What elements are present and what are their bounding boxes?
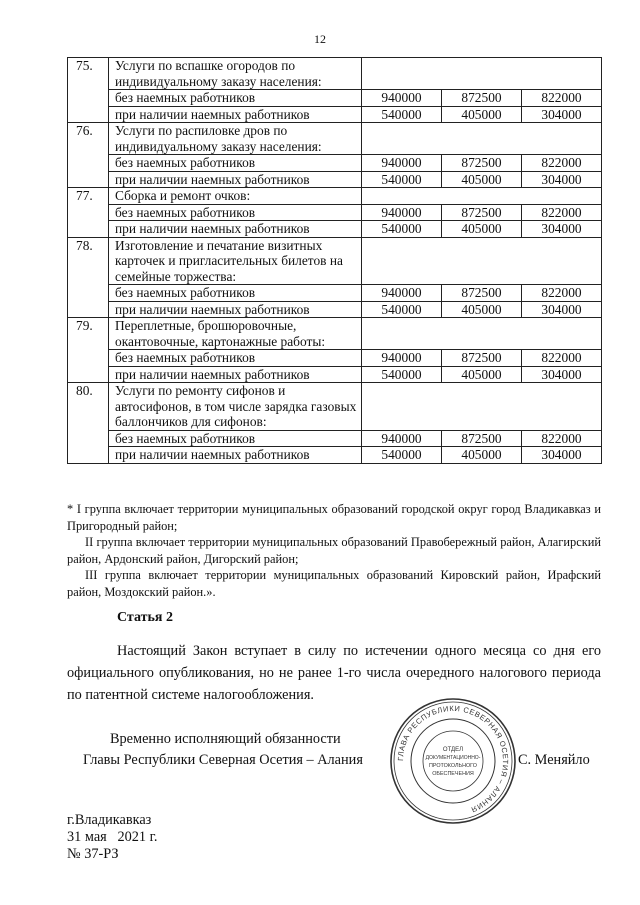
value-group-3: 304000	[522, 171, 602, 188]
value-group-1: 540000	[362, 447, 442, 464]
table-row	[68, 285, 602, 302]
document-number: № 37-РЗ	[67, 846, 119, 862]
value-group-2: 872500	[442, 90, 522, 107]
footnotes	[67, 501, 601, 600]
value-group-3: 304000	[522, 106, 602, 123]
table-row	[68, 90, 602, 107]
table-row	[68, 204, 602, 221]
value-group-3: 304000	[522, 221, 602, 238]
value-group-2: 405000	[442, 366, 522, 383]
official-seal	[388, 696, 518, 826]
value-group-2: 872500	[442, 430, 522, 447]
service-title: Услуги по вспашке огородов по индивидуальному заказу населения:	[109, 58, 362, 90]
value-group-3: 822000	[522, 155, 602, 172]
table-row	[68, 350, 602, 367]
seal-line-4: ОБЕСПЕЧЕНИЯ	[432, 771, 474, 777]
sub-label: без наемных работников	[109, 285, 362, 302]
signatory-title-line2: Главы Республики Северная Осетия – Алания	[83, 752, 363, 768]
table-row	[68, 123, 602, 155]
sub-label: при наличии наемных работников	[109, 447, 362, 464]
value-group-2: 405000	[442, 171, 522, 188]
footnote-group-3: III группа включает территории муниципальных образований Кировский район, Ирафский район, Моздокский район.».	[67, 568, 601, 599]
sub-label: без наемных работников	[109, 430, 362, 447]
sub-label: при наличии наемных работников	[109, 221, 362, 238]
article-text: Настоящий Закон вступает в силу по истечении одного месяца со дня его официального опубликования, но не ранее 1-го числа очередного налогового периода по патентной системе налогообложения.	[67, 643, 601, 703]
service-title: Услуги по распиловке дров по индивидуальному заказу населения:	[109, 123, 362, 155]
table-row	[68, 221, 602, 238]
row-number: 79.	[68, 318, 109, 383]
row-number: 78.	[68, 237, 109, 318]
service-title: Сборка и ремонт очков:	[109, 188, 362, 205]
place: г.Владикавказ	[67, 812, 152, 828]
value-group-2: 872500	[442, 155, 522, 172]
value-group-3: 822000	[522, 350, 602, 367]
seal-ring-text: ГЛАВА РЕСПУБЛИКИ СЕВЕРНАЯ ОСЕТИЯ – АЛАНИЯ	[395, 703, 511, 815]
sub-label: без наемных работников	[109, 90, 362, 107]
seal-line-1: ОТДЕЛ	[442, 747, 464, 753]
table-row	[68, 301, 602, 318]
date: 31 мая 2021 г.	[67, 829, 158, 845]
empty-cell	[362, 318, 602, 350]
value-group-3: 822000	[522, 430, 602, 447]
sub-label: при наличии наемных работников	[109, 301, 362, 318]
value-group-1: 540000	[362, 171, 442, 188]
sub-label: при наличии наемных работников	[109, 366, 362, 383]
signatory-name: С. Меняйло	[518, 752, 590, 768]
sub-label: при наличии наемных работников	[109, 171, 362, 188]
article-title: Статья 2	[117, 610, 173, 625]
footnote-group-1: * I группа включает территории муниципальных образований городской округ город Владикавказ и Пригородный район;	[67, 502, 601, 533]
sub-label: без наемных работников	[109, 204, 362, 221]
table-row	[68, 58, 602, 90]
value-group-1: 940000	[362, 285, 442, 302]
table-row	[68, 171, 602, 188]
empty-cell	[362, 123, 602, 155]
value-group-1: 940000	[362, 350, 442, 367]
value-group-2: 872500	[442, 285, 522, 302]
signatory-title-line1: Временно исполняющий обязанности	[110, 731, 341, 747]
value-group-2: 872500	[442, 350, 522, 367]
value-group-3: 304000	[522, 301, 602, 318]
value-group-3: 822000	[522, 285, 602, 302]
table-row	[68, 237, 602, 285]
table-row	[68, 106, 602, 123]
seal-line-3: ПРОТОКОЛЬНОГО	[429, 763, 477, 769]
value-group-2: 405000	[442, 301, 522, 318]
table-row	[68, 366, 602, 383]
value-group-2: 405000	[442, 221, 522, 238]
sub-label: без наемных работников	[109, 350, 362, 367]
table-row	[68, 188, 602, 205]
value-group-1: 940000	[362, 155, 442, 172]
table-row	[68, 318, 602, 350]
empty-cell	[362, 188, 602, 205]
page-number: 12	[314, 32, 326, 46]
value-group-3: 822000	[522, 90, 602, 107]
value-group-2: 872500	[442, 204, 522, 221]
empty-cell	[362, 58, 602, 90]
sub-label: при наличии наемных работников	[109, 106, 362, 123]
value-group-1: 540000	[362, 106, 442, 123]
table-row	[68, 383, 602, 431]
sub-label: без наемных работников	[109, 155, 362, 172]
place-date-block	[67, 812, 157, 863]
tariff-table	[67, 57, 602, 464]
value-group-1: 940000	[362, 90, 442, 107]
value-group-1: 940000	[362, 430, 442, 447]
seal-line-2: ДОКУМЕНТАЦИОННО-	[425, 755, 481, 761]
service-title: Услуги по ремонту сифонов и автосифонов, в том числе зарядка газовых баллончиков для сифонов:	[109, 383, 362, 431]
value-group-1: 540000	[362, 366, 442, 383]
service-title: Переплетные, брошюровочные, окантовочные, картонажные работы:	[109, 318, 362, 350]
row-number: 77.	[68, 188, 109, 238]
row-number: 80.	[68, 383, 109, 464]
empty-cell	[362, 383, 602, 431]
value-group-2: 405000	[442, 447, 522, 464]
value-group-2: 405000	[442, 106, 522, 123]
table-row	[68, 430, 602, 447]
row-number: 76.	[68, 123, 109, 188]
value-group-3: 304000	[522, 447, 602, 464]
service-title: Изготовление и печатание визитных карточек и пригласительных билетов на семейные торжества:	[109, 237, 362, 285]
value-group-3: 304000	[522, 366, 602, 383]
table-row	[68, 155, 602, 172]
row-number: 75.	[68, 58, 109, 123]
table-row	[68, 447, 602, 464]
value-group-1: 940000	[362, 204, 442, 221]
empty-cell	[362, 237, 602, 285]
value-group-3: 822000	[522, 204, 602, 221]
footnote-group-2: II группа включает территории муниципальных образований Правобережный район, Алагирский район, Ардонский район, Дигорский район;	[67, 535, 601, 566]
value-group-1: 540000	[362, 301, 442, 318]
value-group-1: 540000	[362, 221, 442, 238]
